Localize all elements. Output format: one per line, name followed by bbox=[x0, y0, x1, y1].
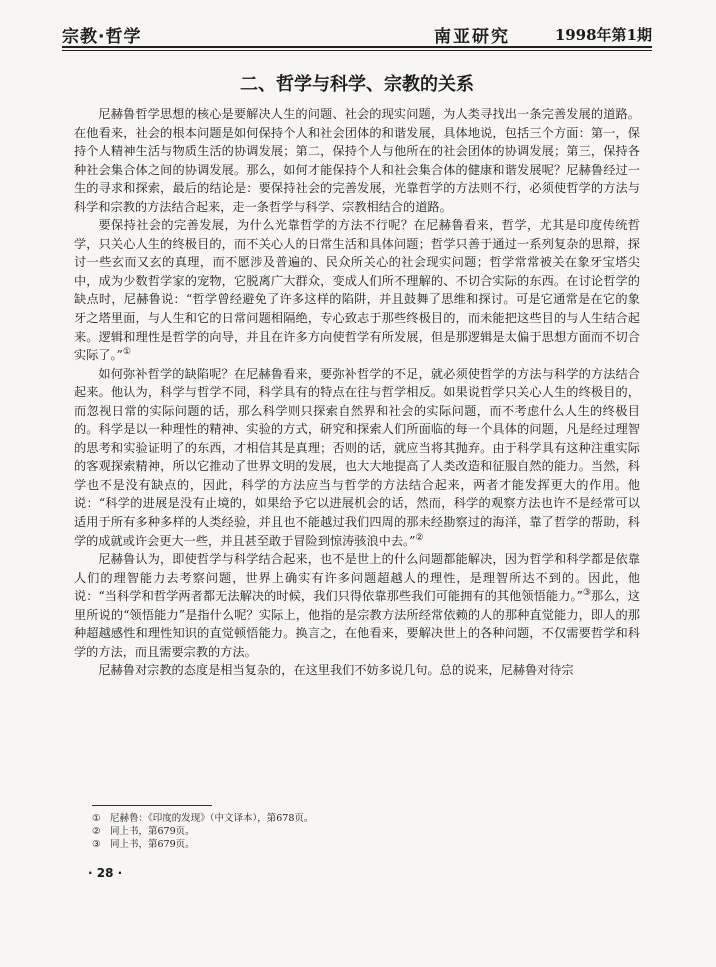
footnote-marker: ① bbox=[122, 347, 131, 358]
paragraph bbox=[74, 105, 640, 216]
footnote-marker: ② bbox=[415, 532, 424, 543]
paragraph bbox=[74, 661, 640, 680]
footnote-rule bbox=[92, 805, 212, 806]
page-number: · 28 · bbox=[88, 866, 123, 880]
journal-name: 南亚研究 bbox=[434, 27, 510, 47]
paragraph-text: 如何弥补哲学的缺陷呢？在尼赫鲁看来，要弥补哲学的不足，就必须使哲学的方法与科学的方法结合起来。他认为，科学与哲学不同，科学具有的特点在往与哲学相反。如果说哲学只关心人生的终极目的，而忽视日常的实际问题的话，那么科学则只探索自然界和社会的实际问题，而不考虑什么人生的终极目的。科学是以一种理性的精神、实验的方式，研究和探索人们所面临的每一个具体的问题，凡是经过理智的思考和实验证明了的东西，才相信其是真理；否则的话，就应当将其抛弃。由于科学具有这种注重实际的客观探索精神，所以它推动了世界文明的发展，也大大地提高了人类改造和征服自然的能力。当然，科学也不是没有缺点的，因此，科学的方法应当与哲学的方法结合起来，两者才能发挥更大的作用。他说：“科学的进展是没有止境的，如果给予它以进展机会的话，然而，科学的观察方法也许不是经常可以适用于所有多种多样的人类经验，并且也不能越过我们四周的那未经勘察过的海洋，靠了哲学的帮助，科学的成就或许会更大一些，并且甚至敢于冒险到惊涛骇浪中去。” bbox=[74, 366, 640, 548]
header-rule-thin bbox=[62, 50, 652, 51]
issue-label: 1998年第1期 bbox=[554, 26, 652, 44]
footnote-number: ③ bbox=[92, 839, 101, 850]
paragraph-text: 尼赫鲁对宗教的态度是相当复杂的，在这里我们不妨多说几句。总的说来，尼赫鲁对待宗 bbox=[98, 663, 574, 678]
paragraph bbox=[74, 365, 640, 550]
footnote bbox=[92, 838, 592, 851]
footnote-text: 尼赫鲁：《印度的发现》（中文译本），第678页。 bbox=[110, 813, 314, 824]
paragraph-text: 那么，这里所说的“领悟能力”是指什么呢？实际上，他指的是宗教方法所经常依赖的人的那种直觉能力，即人的那种超越感性和理性知识的直觉顿悟能力。换言之，在他看来，要解决世上的各种问题，不仅需要哲学和科学的方法，而且需要宗教的方法。 bbox=[74, 589, 640, 659]
footnote-number: ① bbox=[92, 813, 101, 824]
paragraph-text: 要保持社会的完善发展，为什么光靠哲学的方法不行呢？在尼赫鲁看来，哲学，尤其是印度传统哲学，只关心人生的终极目的，而不关心人的日常生活和具体问题；哲学只善于通过一系列复杂的思辩，探讨一些玄而又玄的真理，而不愿涉及普遍的、民众所关心的社会现实问题；哲学常常被关在象牙宝塔尖中，成为少数哲学家的宠物，它脱离广大群众，变成人们所不理解的、不切合实际的东西。在讨论哲学的缺点时，尼赫鲁说：“哲学曾经避免了许多这样的陷阱，并且鼓舞了思维和探讨。可是它通常是在它的象牙之塔里面，与人生和它的日常问题相隔绝，专心致志于那些终极目的，而未能把这些目的与人生结合起来。逻辑和理性是哲学的向导，并且在许多方向使哲学有所发展，但是那逻辑是太偏于思想方面而不切合实际了。” bbox=[74, 218, 640, 363]
paragraph-text: 尼赫鲁哲学思想的核心是要解决人生的问题、社会的现实问题，为人类寻找出一条完善发展的道路。在他看来，社会的根本问题是如何保持个人和社会团体的和谐发展，具体地说，包括三个方面：第一，保持个人精神生活与物质生活的协调发展；第二，保持个人与他所在的社会团体的协调发展；第三，保持各种社会集合体之间的协调发展。那么，如何才能保持个人和社会集合体的健康和谐发展呢？尼赫鲁经过一生的寻求和探索，最后的结论是：要保持社会的完善发展，光靠哲学的方法则不行，必须使哲学的方法与科学和宗教的方法结合起来，走一条哲学与科学、宗教相结合的道路。 bbox=[74, 107, 640, 214]
header-rule bbox=[62, 46, 652, 48]
paragraph-text: 尼赫鲁认为，即使哲学与科学结合起来，也不是世上的什么问题都能解决，因为哲学和科学都是依靠人们的理智能力去考察问题，世界上确实有许多问题超越人的理性，是理智所达不到的。因此，他说：“当科学和哲学两者都无法解决的时候，我们只得依靠那些我们可能拥有的其他领悟能力。” bbox=[74, 552, 640, 604]
footnote-marker: ③ bbox=[582, 588, 592, 599]
footnote-text: 同上书，第679页。 bbox=[110, 839, 195, 850]
footnote-number: ② bbox=[92, 826, 101, 837]
footnotes bbox=[92, 812, 592, 851]
paragraph bbox=[74, 550, 640, 661]
section-title: 二、哲学与科学、宗教的关系 bbox=[240, 74, 474, 95]
section-label: 宗教·哲学 bbox=[62, 27, 142, 47]
paragraph bbox=[74, 216, 640, 364]
footnote bbox=[92, 812, 592, 825]
footnote-text: 同上书，第679页。 bbox=[110, 826, 195, 837]
footnote bbox=[92, 825, 592, 838]
article-body bbox=[74, 105, 640, 680]
running-header bbox=[62, 18, 652, 46]
